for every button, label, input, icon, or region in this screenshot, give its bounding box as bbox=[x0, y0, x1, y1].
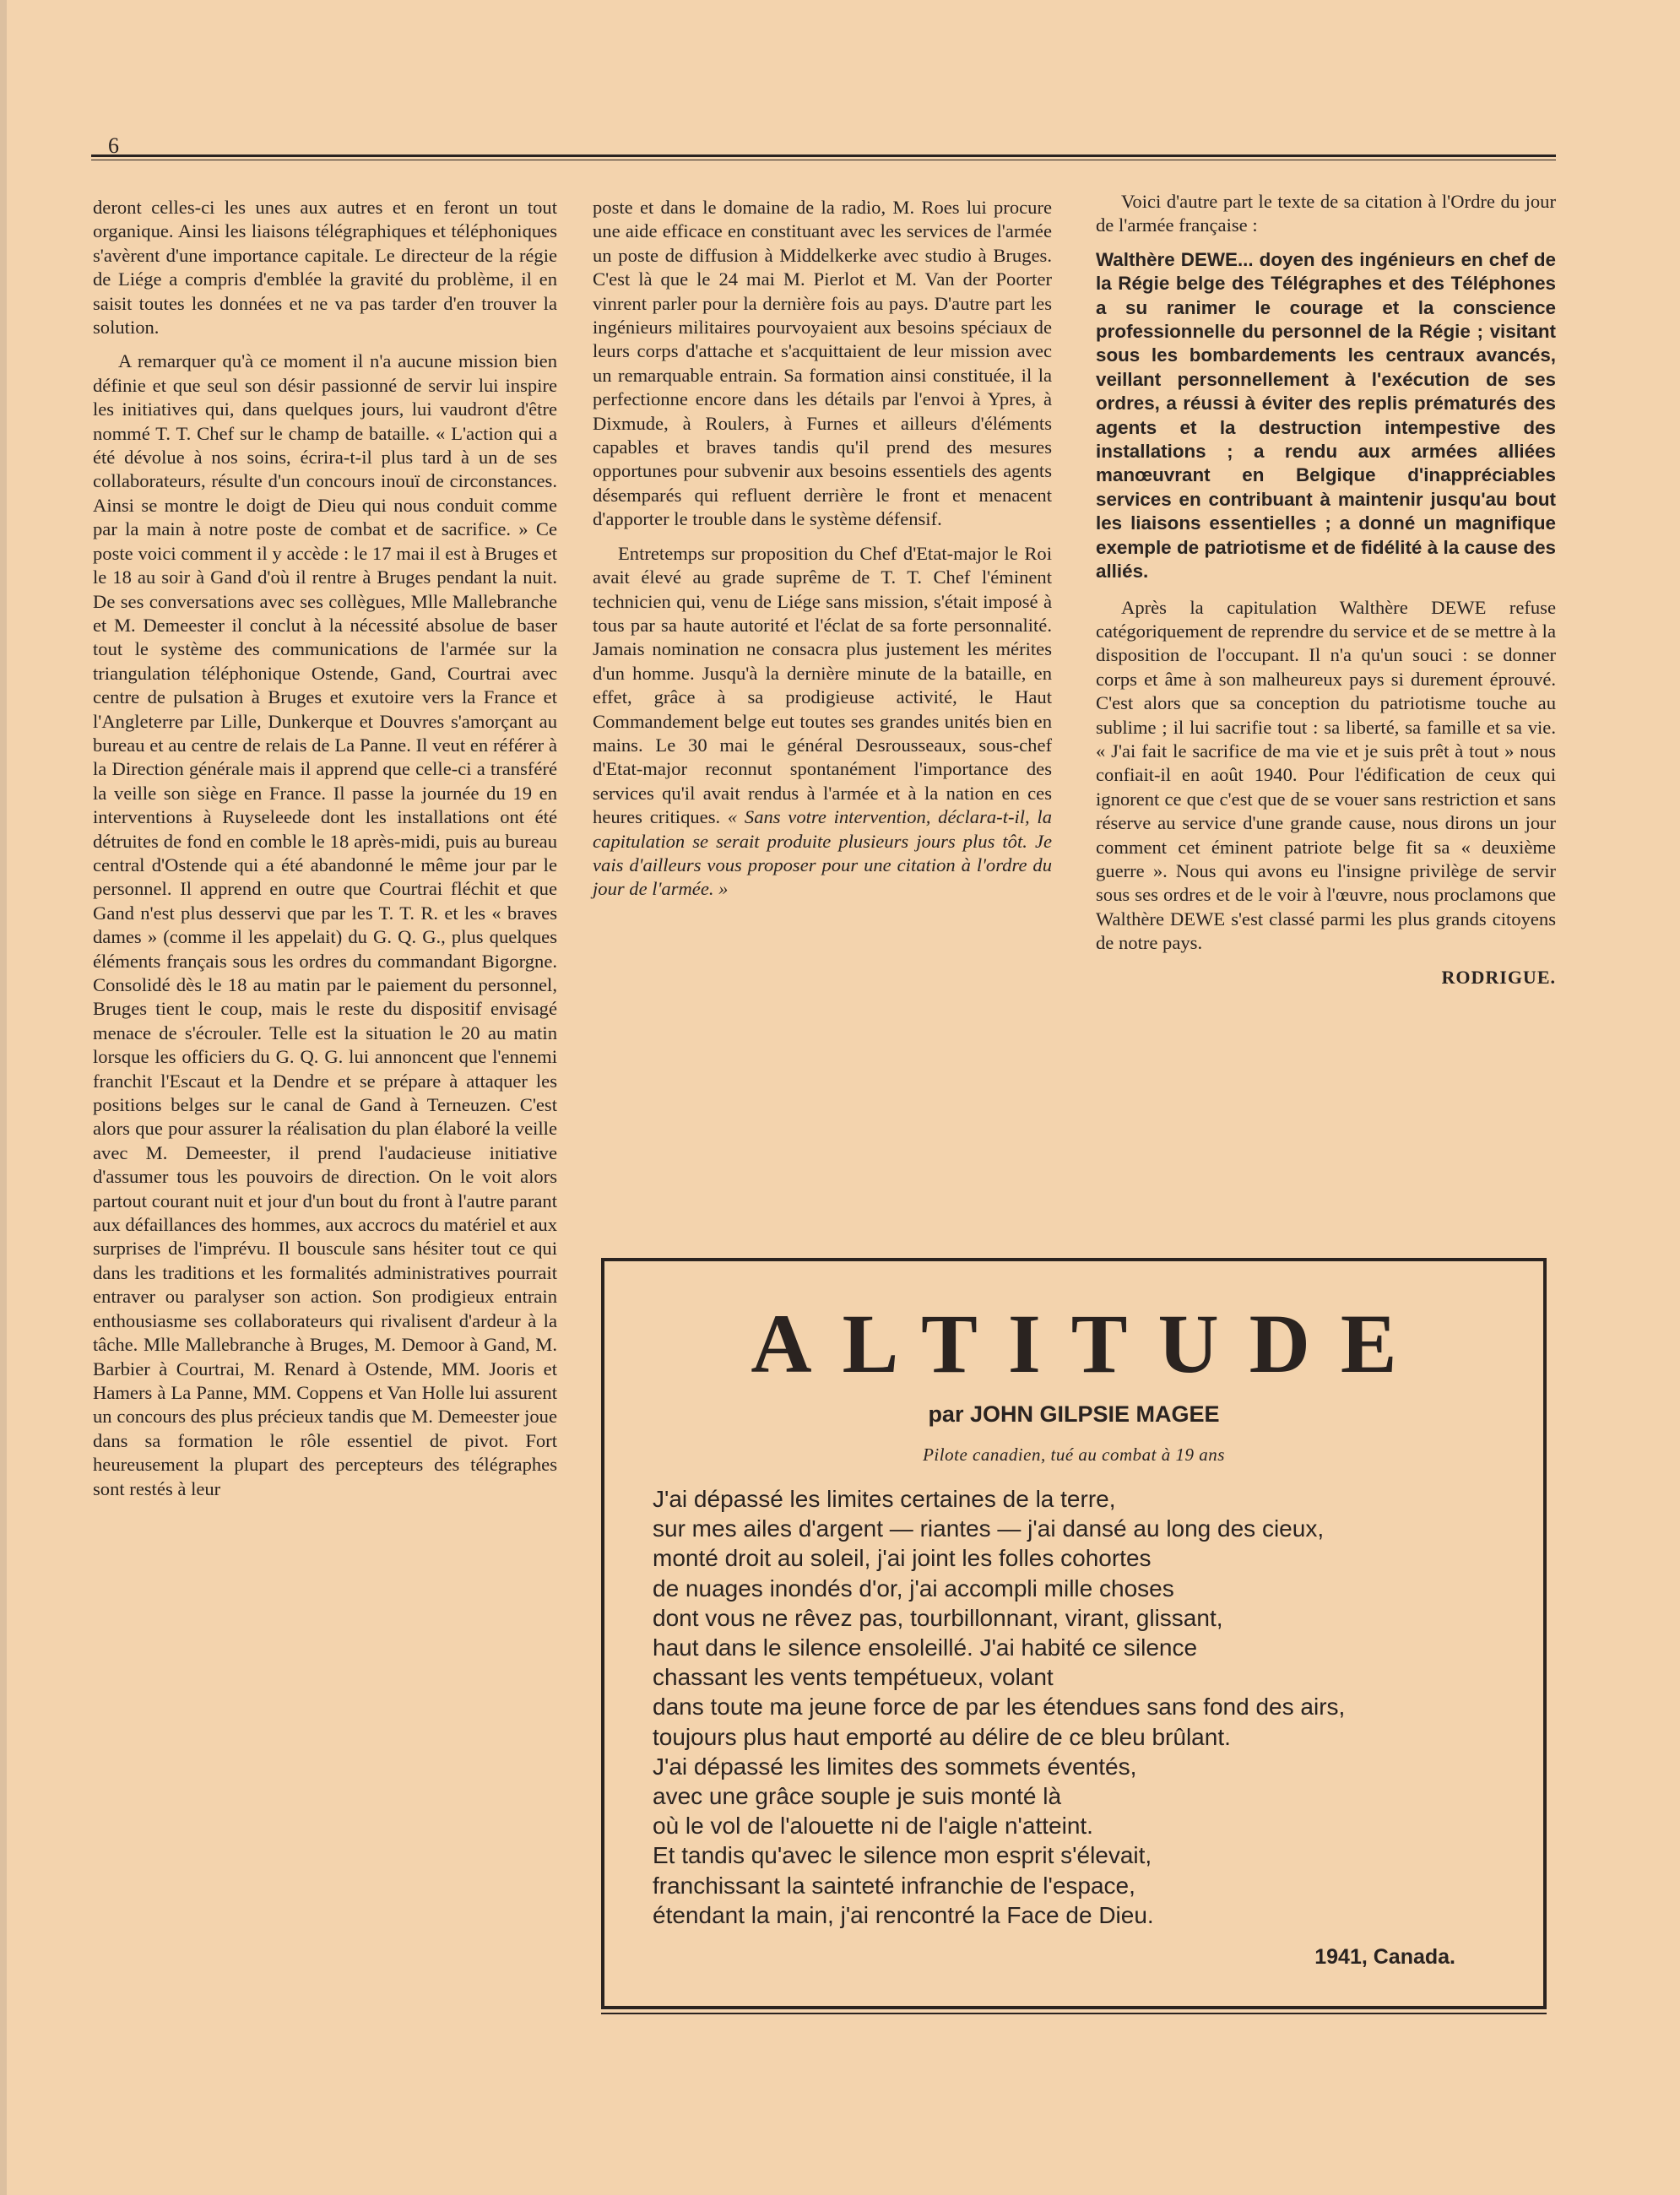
author-signature: RODRIGUE. bbox=[1441, 966, 1556, 988]
poem-line: étendant la main, j'ai rencontré la Face de Dieu. bbox=[653, 1901, 1154, 1928]
poem-date: 1941, Canada. bbox=[1314, 1945, 1455, 1969]
column-1 bbox=[93, 196, 557, 1511]
poem-line: de nuages inondés d'or, j'ai accompli mille choses bbox=[653, 1574, 1174, 1602]
poem-author-prefix: par bbox=[928, 1401, 964, 1427]
poem-line: franchissant la sainteté infranchie de l'espace, bbox=[653, 1872, 1135, 1899]
header-rule bbox=[91, 154, 1556, 160]
page-number: 6 bbox=[108, 133, 119, 158]
poem-line: toujours plus haut emporté au délire de ce bleu brûlant. bbox=[653, 1723, 1231, 1750]
col1-paragraph-2: A remarquer qu'à ce moment il n'a aucune mission bien définie et que seul son désir passionné de servir lui inspire les initiatives qui, dans quelques jours, lui vaudront d'être nommé T. T. Chef sur le champ de bataille. « L'action qui a été dévolue à nos soins, écrira-t-il plus tard à un de ses collaborateurs, résulte d'un concours inouï de circonstances. Ainsi se montre le doigt de Dieu qui nous conduit comme par la main à notre poste de combat et de sacrifice. » Ce poste voici comment il y accède : le 17 mai il est à Bruges et le 18 au soir à Gand d'où il rentre à Bruges pendant la nuit. De ses conversations avec ses collègues, Mlle Mallebranche et M. Demeester il conclut à la nécessité absolue de baser tout le système des communications de l'armée sur la triangulation téléphonique Ostende, Gand, Courtrai avec centre de pulsation à Bruges et exutoire vers la France et l'Angleterre par Lille, Dunkerque et Douvres s'amorçant au bureau et au centre de relais de La Panne. Il veut en référer à la Direction générale mais il apprend que celle-ci a transféré la veille son siège en France. Il passe la journée du 19 en interventions à Ruyseleede dont les installations ont été détruites de fond en comble le 18 après-midi, puis au bureau central d'Ostende qui a été abandonné le même jour par le personnel. Il apprend en outre que Courtrai fléchit et que Gand n'est plus desservi que par les T. T. R. et les « braves dames » (comme il les appelait) du G. Q. G., plus quelques éléments français sous les ordres du commandant Bigorgne. Consolidé dès le 18 au matin par le paiement du personnel, Bruges tient le coup, mais le reste du dispositif envisagé menace de s'écrouler. Telle est la situation le 20 au matin lorsque les officiers du G. Q. G. lui annoncent que l'ennemi franchit l'Escaut et la Dendre et se prépare à attaquer les positions belges sur le canal de Gand à Terneuzen. C'est alors que pour assurer la réalisation du plan élaboré la veille avec M. Demeester, il prend l'audacieuse initiative d'assumer tous les pouvoirs de direction. On le voit alors partout courant nuit et jour d'un bout du front à l'autre parant aux défaillances des hommes, aux accrocs du matériel et aux surprises de l'imprévu. Il bouscule sans hésiter tout ce qui dans les traditions et les formalités administratives pourrait entraver ou paralyser son action. Son prodigieux entrain enthousiasme ses collaborateurs qui rivalisent d'ardeur à la tâche. Mlle Mallebranche à Bruges, M. Demoor à Gand, M. Barbier à Courtrai, M. Renard à Ostende, MM. Jooris et Hamers à La Panne, MM. Coppens et Van Holle lui assurent un concours des plus précieux tandis que M. Demeester joue dans sa formation le rôle essentiel de pivot. Fort heureusement la plupart des percepteurs des télégraphes sont restés à leur bbox=[93, 350, 557, 1499]
poem-line: sur mes ailes d'argent — riantes — j'ai dansé au long des cieux, bbox=[653, 1515, 1325, 1542]
poem-bottom-rule bbox=[601, 2013, 1547, 2014]
poem-line: où le vol de l'alouette ni de l'aigle n'atteint. bbox=[653, 1813, 1093, 1840]
poem-lines bbox=[653, 1484, 1514, 1930]
col2-paragraph-1: poste et dans le domaine de la radio, M. Roes lui procure une aide efficace en constituant avec les services de l'armée un poste de diffusion à Middelkerke avec studio à Bruges. C'est là que le 24 mai M. Pierlot et M. Van der Poorter vinrent parler pour la dernière fois au pays. D'autre part les ingénieurs militaires pourvoyaient aux besoins spéciaux de leurs corps d'attache et s'acquittaient de leur mission avec un remarquable entrain. Sa formation ainsi constituée, il la perfectionne encore dans les détails par l'envoi à Ypres, à Dixmude, à Roulers, à Furnes et ailleurs d'éléments capables et braves tandis qu'il prend des mesures opportunes pour subvenir aux besoins essentiels des agents désemparés qui refluent derrière le front et menacent d'apporter le trouble dans le système défensif. bbox=[593, 197, 1052, 530]
poem-line: monté droit au soleil, j'ai joint les folles cohortes bbox=[653, 1545, 1152, 1572]
poem-author bbox=[604, 1401, 1543, 1428]
poem-author-name: JOHN GILPSIE MAGEE bbox=[969, 1401, 1220, 1427]
column-3 bbox=[1096, 190, 1556, 989]
citation-text: Walthère DEWE... doyen des ingénieurs en chef de la Régie belge des Télégraphes et des Téléphones a su ranimer le courage et la conscience professionnelle du personnel de la Régie ; visitant sous les bombardements les centraux avancés, veillant personnellement à l'exécution de ses ordres, a réussi à éviter des replis prématurés des agents et la destruction intempestive des installations ; a rendu aux armées alliées manœuvrant en Belgique d'inappréciables services en contribuant à maintenir jusqu'au bout les liaisons essentielles ; a donné un magnifique exemple de patriotisme et de fidélité à la cause des alliés. bbox=[1096, 248, 1556, 583]
column-2 bbox=[593, 196, 1052, 912]
poem-title: ALTITUDE bbox=[751, 1297, 1428, 1390]
poem-line: chassant les vents tempétueux, volant bbox=[653, 1664, 1054, 1691]
poem-line: dont vous ne rêvez pas, tourbillonnant, virant, glissant, bbox=[653, 1604, 1223, 1631]
col1-paragraph-1: deront celles-ci les unes aux autres et en feront un tout organique. Ainsi les liaisons télégraphiques et téléphoniques s'avèrent d'une importance capitale. Le directeur de la régie de Liége a compris d'emblée la gravité du problème, il en saisit toutes les données et ne va pas tarder d'en trouver la solution. bbox=[93, 197, 557, 339]
poem-line: dans toute ma jeune force de par les étendues sans fond des airs, bbox=[653, 1694, 1346, 1721]
poem-box bbox=[601, 1258, 1547, 2009]
poem-line: Et tandis qu'avec le silence mon esprit s'élevait, bbox=[653, 1842, 1152, 1869]
col3-paragraph-1: Voici d'autre part le texte de sa citation à l'Ordre du jour de l'armée française : bbox=[1096, 191, 1556, 236]
poem-line: J'ai dépassé les limites des sommets éventés, bbox=[653, 1753, 1137, 1780]
poem-line: haut dans le silence ensoleillé. J'ai habité ce silence bbox=[653, 1634, 1198, 1661]
col2-quote: « Sans votre intervention, déclara-t-il, la capitulation se serait produite plusieurs jours plus tôt. Je vais d'ailleurs vous proposer pour une citation à l'ordre du jour de l'armée. » bbox=[593, 806, 1053, 900]
poem-line: avec une grâce souple je suis monté là bbox=[653, 1783, 1062, 1810]
col3-paragraph-2: Après la capitulation Walthère DEWE refuse catégoriquement de reprendre du service et de se mettre à la disposition de l'occupant. Il n'a qu'un souci : se donner corps et âme à son malheureux pays si durement éprouvé. C'est alors que sa conception du patriotisme touche au sublime ; il lui sacrifie tout : sa liberté, sa famille et sa vie. « J'ai fait le sacrifice de ma vie et je suis prêt à tout » nous confiait-il en août 1940. Pour l'édification de ceux qui ignorent ce que c'est que de se vouer sans restriction et sans réserve au service d'une grande cause, nous dirons un jour comment cet éminent patriote belge fit sa « deuxième guerre ». Nous qui avons eu l'insigne privilège de servir sous ses ordres et de le voir à l'œuvre, nous proclamons que Walthère DEWE s'est classé parmi les plus grands citoyens de notre pays. bbox=[1096, 596, 1556, 954]
col2-paragraph-2-text: Entretemps sur proposition du Chef d'Etat-major le Roi avait élevé au grade suprême de T. T. Chef l'éminent technicien qui, venu de Liége sans mission, s'était imposé à tous par sa haute autorité et l'éclat de sa forte personnalité. Jamais nomination ne consacra plus justement les mérites d'un homme. Jusqu'à la dernière minute de la bataille, en effet, grâce à sa prodigieuse activité, le Haut Commandement belge eut toutes ses grandes unités bien en mains. Le 30 mai le général Desrousseaux, sous-chef d'Etat-major reconnut spontanément l'importance des services qu'il avait rendus à l'armée et à la nation en ces heures critiques. bbox=[593, 542, 1052, 828]
page-edge bbox=[0, 0, 7, 2195]
poem-line: J'ai dépassé les limites certaines de la terre, bbox=[653, 1486, 1116, 1512]
col2-paragraph-2 bbox=[593, 542, 1052, 902]
poem-subtitle: Pilote canadien, tué au combat à 19 ans bbox=[923, 1444, 1225, 1465]
